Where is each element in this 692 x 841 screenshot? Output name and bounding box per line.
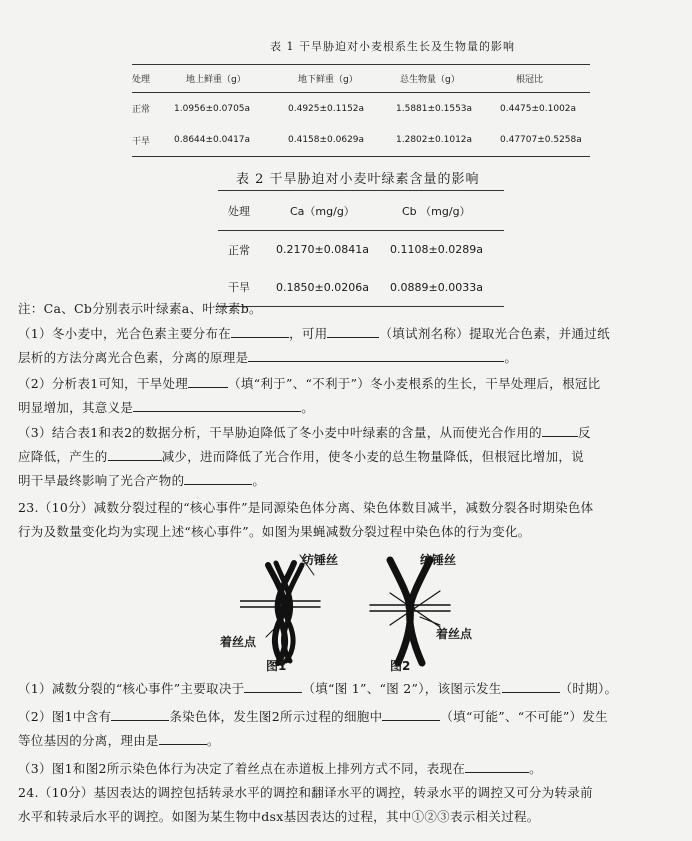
spindle-label-fig2: 纺锤丝 bbox=[420, 553, 457, 567]
answer-blank[interactable] bbox=[248, 347, 504, 362]
table2 bbox=[218, 190, 504, 307]
question-23-3 bbox=[18, 757, 678, 781]
chromosome-diagram bbox=[240, 545, 510, 675]
question-text: （1）冬小麦中，光合色素主要分布在 bbox=[18, 326, 232, 341]
table1-cell: 0.4158±0.0629a bbox=[288, 125, 396, 157]
table2-cell: 0.1108±0.0289a bbox=[390, 243, 483, 257]
table1-header-cell: 总生物量（g） bbox=[396, 65, 500, 93]
answer-blank[interactable] bbox=[133, 397, 301, 412]
answer-blank[interactable] bbox=[244, 678, 302, 693]
table1-caption: 表 1 干旱胁迫对小麦根系生长及生物量的影响 bbox=[270, 40, 515, 53]
problem-24-stem bbox=[18, 781, 678, 829]
question-text: 明干旱最终影响了光合产物的 bbox=[18, 473, 185, 488]
table1-cell: 干旱 bbox=[132, 125, 174, 157]
table-note: 注：Ca、Cb分别表示叶绿素a、叶绿素b。 bbox=[18, 301, 262, 316]
question-text: 明显增加，其意义是 bbox=[18, 400, 134, 415]
table2-header-cell: 处理 bbox=[218, 191, 276, 231]
table2-cell: 正常 bbox=[228, 243, 250, 257]
answer-blank[interactable] bbox=[159, 730, 207, 745]
table-row bbox=[218, 231, 504, 269]
question-text: 条染色体，发生图2所示过程的细胞中 bbox=[169, 709, 383, 724]
answer-blank[interactable] bbox=[108, 446, 162, 461]
question-text: 。 bbox=[252, 473, 266, 488]
answer-blank[interactable] bbox=[542, 422, 578, 437]
table1-cell: 0.4475±0.1002a bbox=[500, 103, 577, 114]
question-text: 。 bbox=[529, 761, 542, 776]
table1-header-cell: 处理 bbox=[132, 65, 174, 93]
answer-blank[interactable] bbox=[502, 678, 560, 693]
question-text: 层析的方法分离光合色素，分离的原理是 bbox=[18, 350, 249, 365]
question-text: （3）结合表1和表2的数据分析，干旱胁迫降低了冬小麦中叶绿素的含量，从而使光合作用的 bbox=[18, 425, 542, 440]
table1-header-cell: 地下鲜重（g） bbox=[288, 65, 396, 93]
figure-2-label: 图2 bbox=[390, 659, 411, 673]
question-text: 减少，进而降低了光合作用，使冬小麦的总生物量降低，但根冠比增加，说 bbox=[161, 449, 585, 464]
question-23-1 bbox=[18, 677, 678, 701]
question-text: （1）减数分裂的“核心事件”主要取决于 bbox=[18, 681, 245, 696]
figure-1-label: 图1 bbox=[266, 659, 287, 673]
centromere-label-fig1: 着丝点 bbox=[220, 635, 257, 649]
question-text: 应降低，产生的 bbox=[18, 449, 108, 464]
question-text: 等位基因的分离，理由是 bbox=[18, 733, 159, 748]
question-text: （填“利于”、“不利于”）冬小麦根系的生长，干旱处理后，根冠比 bbox=[228, 376, 601, 391]
table-row bbox=[132, 125, 590, 157]
question-text: （填“图 1”、“图 2”），该图示发生 bbox=[302, 681, 502, 696]
table1-cell: 1.2802±0.1012a bbox=[396, 125, 500, 157]
chromosome-figure bbox=[220, 545, 510, 675]
answer-blank[interactable] bbox=[327, 323, 379, 338]
question-23-2 bbox=[18, 705, 678, 753]
table1-header-row bbox=[132, 65, 590, 93]
answer-blank[interactable] bbox=[382, 706, 440, 721]
question-text: （时期）。 bbox=[559, 681, 618, 696]
table2-header-cell: Ca（mg/g） bbox=[276, 191, 390, 231]
table2-header-row bbox=[218, 191, 504, 231]
question-text: （2）分析表1可知，干旱处理 bbox=[18, 376, 189, 391]
answer-blank[interactable] bbox=[188, 373, 228, 388]
question-text: （填“可能”、“不可能”）发生 bbox=[440, 709, 608, 724]
question-text: ，可用 bbox=[289, 326, 328, 341]
question-text: （3）图1和图2所示染色体行为决定了着丝点在赤道板上排列方式不同，表现在 bbox=[18, 761, 466, 776]
question-text: （填试剂名称）提取光合色素，并通过纸 bbox=[379, 326, 610, 341]
question-text: 24.（10分）基因表达的调控包括转录水平的调控和翻译水平的调控，转录水平的调控又可分为转录前 bbox=[18, 785, 593, 800]
spindle-label-fig1: 纺锤丝 bbox=[302, 553, 339, 567]
table2-header-cell: Cb （mg/g） bbox=[390, 191, 504, 231]
answer-blank[interactable] bbox=[465, 758, 529, 773]
question-text: （2）图1中含有 bbox=[18, 709, 112, 724]
question-text: 反 bbox=[577, 425, 591, 440]
table1-cell: 正常 bbox=[132, 105, 151, 116]
question-text: 23.（10分）减数分裂过程的“核心事件”是同源染色体分离、染色体数目减半，减数分裂各时期染色体 bbox=[18, 500, 594, 515]
question-text: 。 bbox=[504, 350, 518, 365]
question-2 bbox=[18, 372, 678, 420]
table2-cell: 0.0889±0.0033a bbox=[390, 269, 504, 307]
table1-header-cell: 根冠比 bbox=[500, 65, 590, 93]
table-row bbox=[132, 93, 590, 125]
table1 bbox=[132, 64, 590, 157]
question-text: 水平和转录后水平的调控。如图为某生物中dsx基因表达的过程，其中①②③表示相关过程。 bbox=[18, 809, 540, 824]
answer-blank[interactable] bbox=[111, 706, 169, 721]
table1-cell: 1.0956±0.0705a bbox=[174, 103, 251, 114]
question-text: 。 bbox=[206, 733, 220, 748]
table1-header-cell: 地上鲜重（g） bbox=[174, 65, 288, 93]
table1-cell: 1.5881±0.1553a bbox=[396, 103, 473, 114]
problem-23-stem bbox=[18, 496, 678, 544]
table1-cell: 0.47707±0.5258a bbox=[500, 125, 590, 157]
question-3 bbox=[18, 421, 678, 493]
answer-blank[interactable] bbox=[231, 323, 289, 338]
answer-blank[interactable] bbox=[184, 470, 252, 485]
table1-cell: 0.4925±0.1152a bbox=[288, 103, 365, 114]
centromere-label-fig2: 着丝点 bbox=[436, 627, 473, 641]
question-text: 行为及数量变化均为实现上述“核心事件”。如图为果蝇减数分裂过程中染色体的行为变化。 bbox=[18, 524, 531, 539]
table2-cell: 0.1850±0.0206a bbox=[276, 269, 390, 307]
question-1 bbox=[18, 322, 678, 370]
table2-cell: 干旱 bbox=[218, 269, 276, 307]
table2-caption: 表 2 干旱胁迫对小麦叶绿素含量的影响 bbox=[236, 172, 480, 187]
table1-cell: 0.8644±0.0417a bbox=[174, 125, 288, 157]
table2-cell: 0.2170±0.0841a bbox=[276, 243, 369, 257]
question-text: 。 bbox=[301, 400, 315, 415]
